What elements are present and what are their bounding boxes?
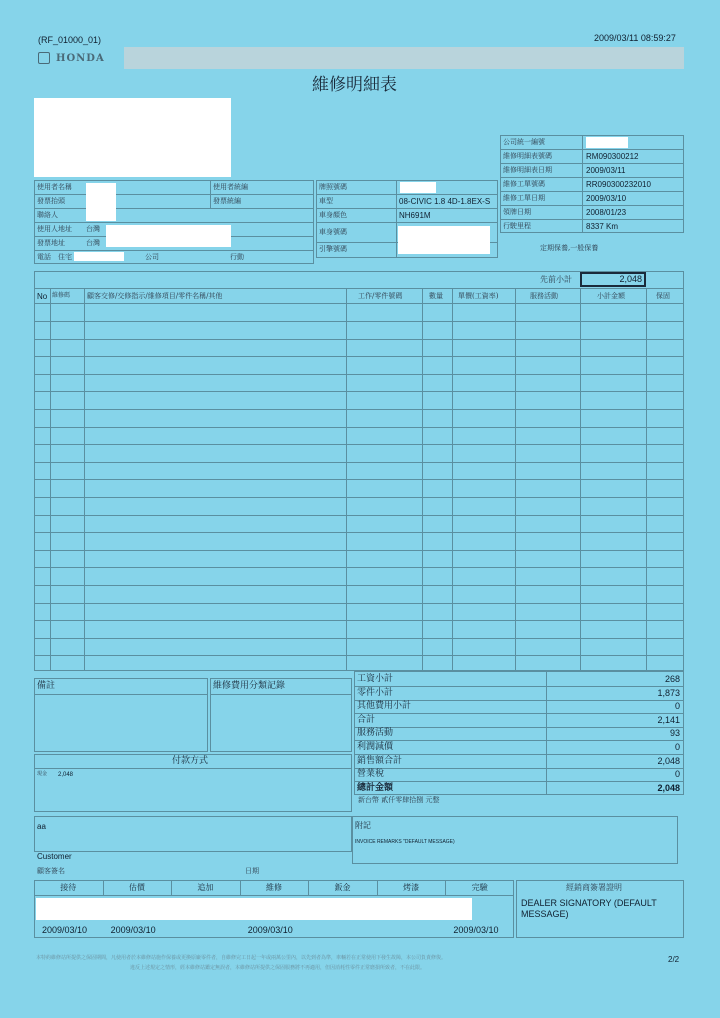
item-row-rule xyxy=(34,497,684,498)
legal-line-2: 違反上述規定之情形，經本維修站鑑定無誤者，本維修站所提供之保固服務將不再適用，但因消耗性零件正常磨損所致者，不在此限。 xyxy=(130,965,426,971)
redacted-address xyxy=(106,225,231,247)
total-line-rule xyxy=(354,686,684,687)
user-id-label: 使用者統編 xyxy=(213,183,248,191)
col-subtotal: 小計金額 xyxy=(597,292,625,300)
home-phone-label: 住宅 xyxy=(58,253,72,261)
item-row-rule xyxy=(34,374,684,375)
item-row-rule xyxy=(34,567,684,568)
total-line-label: 總計金額 xyxy=(357,782,394,793)
brand-name: HONDA xyxy=(56,53,105,64)
payment-amount: 2,048 xyxy=(58,772,74,778)
total-line-rule xyxy=(354,740,684,741)
item-row-rule xyxy=(34,321,684,322)
total-line-label: 零件小計 xyxy=(357,687,394,698)
stage-label: 烤漆 xyxy=(403,883,420,892)
item-row-rule xyxy=(34,655,684,656)
stage-label: 接待 xyxy=(60,883,77,892)
color-label: 車身顏色 xyxy=(319,211,347,219)
item-row-rule xyxy=(34,462,684,463)
total-line-label: 其他費用小計 xyxy=(357,701,412,712)
service-type: 定期保養,一般保養 xyxy=(540,244,599,252)
col-service: 服務活動 xyxy=(530,292,558,300)
item-row-rule xyxy=(34,620,684,621)
invoice-title-label: 發票抬頭 xyxy=(37,197,65,205)
legal-line-1: 本特約維修站所提供之保固期間，凡使用者於本維修站施作保養或更換原廠零件者，自維修完工日起一年或兩萬公里內，以先到者為準，車輛若在正常使用下發生故障，本公司負責修復。 xyxy=(36,955,447,961)
item-row-rule xyxy=(34,427,684,428)
invoice-address-value: 台灣 xyxy=(86,239,100,247)
dealer-label: 經銷商簽署證明 xyxy=(566,883,622,892)
page-number: 2/2 xyxy=(668,955,680,964)
customer-sign-label: 顧客簽名 xyxy=(37,867,65,875)
work-order-no-label: 維修工單號碼 xyxy=(503,180,545,188)
item-row-rule xyxy=(34,356,684,357)
registration-date-label: 領牌日期 xyxy=(503,208,531,216)
item-row-rule xyxy=(34,638,684,639)
customer-label: Customer xyxy=(37,852,72,861)
remarks-label: 備註 xyxy=(37,681,56,691)
payment-label: 付款方式 xyxy=(172,756,209,766)
statement-date-label: 維修明細表日期 xyxy=(503,166,552,174)
phone-label: 電話 xyxy=(37,253,51,261)
total-line-rule xyxy=(354,727,684,728)
invoice-address-label: 發票地址 xyxy=(37,239,65,247)
redacted-address-block xyxy=(34,98,231,177)
col-no: No xyxy=(37,292,48,301)
item-row-rule xyxy=(34,585,684,586)
total-line-value: 93 xyxy=(669,728,680,739)
stage-label: 追加 xyxy=(197,883,214,892)
total-line-value: 0 xyxy=(674,742,680,752)
item-row-rule xyxy=(34,550,684,551)
item-row-rule xyxy=(34,603,684,604)
page-title: 維修明細表 xyxy=(312,75,397,95)
total-line-value: 268 xyxy=(664,674,680,684)
total-line-value: 2,141 xyxy=(657,714,680,725)
total-line-value: 0 xyxy=(674,769,680,780)
col-description: 顧客交修/交修指示/維修項目/零件名稱/其他 xyxy=(87,292,223,300)
col-repair-code: 維修碼 xyxy=(52,292,71,299)
contact-label: 聯絡人 xyxy=(37,211,58,219)
redacted-vin xyxy=(398,226,490,254)
note-value: aa xyxy=(37,822,46,831)
total-line-rule xyxy=(354,754,684,755)
total-line-label: 合計 xyxy=(357,714,376,725)
remarks-box xyxy=(34,678,208,752)
company-tax-id-label: 公司統一編號 xyxy=(503,138,545,146)
stage-date: 2009/03/10 xyxy=(110,925,156,935)
stage-date: 2009/03/10 xyxy=(42,925,88,935)
redacted-phone xyxy=(74,252,124,261)
total-line-value: 0 xyxy=(674,701,680,712)
total-line-label: 營業稅 xyxy=(357,769,385,780)
col-part-no: 工作/零件號碼 xyxy=(358,292,403,300)
header-bar xyxy=(124,47,684,69)
body-no-label: 車身號碼 xyxy=(319,228,347,236)
statement-no-value: RM090300212 xyxy=(586,152,639,161)
mobile-phone-label: 行動 xyxy=(230,253,244,261)
item-row-rule xyxy=(34,515,684,516)
engine-no-label: 引擎號碼 xyxy=(319,245,347,253)
redacted-signatures xyxy=(36,898,472,920)
color-value: NH691M xyxy=(399,211,431,220)
stage-label: 鈑金 xyxy=(334,883,351,892)
dealer-signatory: DEALER SIGNATORY (DEFAULT MESSAGE) xyxy=(521,898,657,920)
stage-date: 2009/03/10 xyxy=(247,925,293,935)
stage-date: 2009/03/10 xyxy=(453,925,499,935)
col-warranty: 保固 xyxy=(656,292,670,300)
total-line-label: 利潤減價 xyxy=(357,742,394,752)
fee-split-label: 維修費用分類記錄 xyxy=(213,681,286,691)
note-box xyxy=(34,816,352,852)
work-order-date-label: 維修工單日期 xyxy=(503,194,545,202)
prev-subtotal-label: 先前小計 xyxy=(540,275,572,284)
registration-date-value: 2008/01/23 xyxy=(586,208,627,217)
user-name-label: 使用者名稱 xyxy=(37,183,72,191)
model-value: 08-CIVIC 1.8 4D-1.8EX-S xyxy=(399,197,491,206)
redacted-user-name xyxy=(86,183,116,221)
mileage-value: 8337 Km xyxy=(586,222,619,231)
item-row-rule xyxy=(34,409,684,410)
user-address-value: 台灣 xyxy=(86,225,100,233)
item-row-rule xyxy=(34,479,684,480)
stage-label: 維修 xyxy=(265,883,282,892)
total-line-value: 1,873 xyxy=(657,687,680,698)
total-line-label: 銷售額合計 xyxy=(357,755,403,766)
amount-in-words: 新台幣 貳仟零肆拾捌 元整 xyxy=(358,796,440,804)
honda-logo-icon xyxy=(38,52,50,64)
total-line-rule xyxy=(354,768,684,769)
print-timestamp: 2009/03/11 08:59:27 xyxy=(594,33,676,43)
item-row-rule xyxy=(34,532,684,533)
item-row-rule xyxy=(34,391,684,392)
item-row-rule xyxy=(34,339,684,340)
total-line-value: 2,048 xyxy=(657,782,680,793)
form-id: (RF_01000_01) xyxy=(38,35,102,45)
redacted-plate xyxy=(400,182,436,193)
company-phone-label: 公司 xyxy=(145,253,159,261)
redacted-tax-id xyxy=(586,137,628,148)
model-label: 車型 xyxy=(319,197,333,205)
statement-date-value: 2009/03/11 xyxy=(586,166,626,175)
stage-label: 估價 xyxy=(128,883,145,892)
prev-subtotal-value: 2,048 xyxy=(619,274,642,284)
user-address-label: 使用人地址 xyxy=(37,225,72,233)
plate-label: 牌照號碼 xyxy=(319,183,347,191)
work-order-date-value: 2009/03/10 xyxy=(586,194,627,203)
invoice-remarks: INVOICE REMARKS "DEFAULT MESSAGE) xyxy=(355,839,455,845)
appendix-label: 附記 xyxy=(355,821,371,830)
mileage-label: 行駛里程 xyxy=(503,222,531,230)
total-line-label: 工資小計 xyxy=(357,674,394,684)
payment-method: 現金 xyxy=(37,771,48,777)
invoice-id-label: 發票統編 xyxy=(213,197,241,205)
total-line-value: 2,048 xyxy=(657,755,680,766)
items-table xyxy=(34,271,684,671)
work-order-no-value: RR090300232010 xyxy=(586,180,651,189)
total-line-label: 服務活動 xyxy=(357,728,394,739)
col-qty: 數量 xyxy=(429,292,443,300)
statement-no-label: 維修明細表號碼 xyxy=(503,152,552,160)
total-line-rule xyxy=(354,781,684,782)
stage-label: 完驗 xyxy=(471,883,488,892)
date-label: 日期 xyxy=(245,867,259,875)
col-unit-price: 單價(工資率) xyxy=(458,292,499,300)
total-line-rule xyxy=(354,713,684,714)
item-row-rule xyxy=(34,444,684,445)
